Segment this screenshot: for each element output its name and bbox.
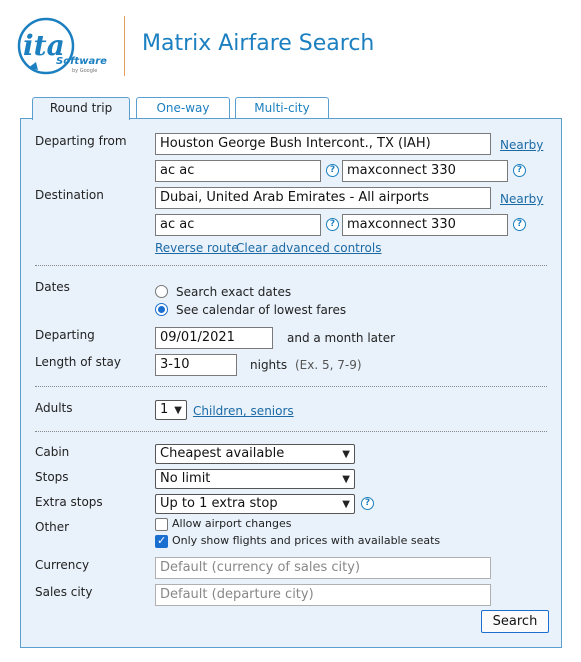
extra-stops-help-icon[interactable]: ? xyxy=(361,497,374,510)
available-seats-checkbox[interactable] xyxy=(155,535,168,548)
allow-airport-changes-label: Allow airport changes xyxy=(172,517,292,530)
extension-help-icon[interactable]: ? xyxy=(513,218,526,231)
stay-example-hint: (Ex. 5, 7-9) xyxy=(295,358,362,372)
search-button[interactable]: Search xyxy=(481,610,549,633)
length-of-stay-input[interactable]: 3-10 xyxy=(155,354,237,376)
routing-help-icon[interactable]: ? xyxy=(326,164,339,177)
extension-help-icon[interactable]: ? xyxy=(513,164,526,177)
destination-extension-codes-input[interactable]: maxconnect 330 xyxy=(342,214,508,236)
stops-selected-value: No limit xyxy=(160,471,211,486)
svg-text:ita: ita xyxy=(23,29,65,62)
departing-extension-codes-input[interactable]: maxconnect 330 xyxy=(342,160,508,182)
section-divider xyxy=(35,386,547,387)
currency-input[interactable]: Default (currency of sales city) xyxy=(155,557,491,579)
destination-input[interactable]: Dubai, United Arab Emirates - All airports xyxy=(155,187,491,209)
departing-date-suffix: and a month later xyxy=(287,331,396,345)
ita-software-logo xyxy=(16,12,108,78)
clear-advanced-controls-link[interactable]: Clear advanced controls xyxy=(236,241,382,255)
svg-text:by Google: by Google xyxy=(72,68,98,74)
stops-label: Stops xyxy=(35,470,69,484)
tab-one-way[interactable]: One-way xyxy=(136,97,230,119)
search-exact-dates-label: Search exact dates xyxy=(176,285,292,299)
chevron-down-icon: ▼ xyxy=(342,474,350,485)
adults-label: Adults xyxy=(35,401,73,415)
nearby-destination-link[interactable]: Nearby xyxy=(500,192,544,206)
chevron-down-icon: ▼ xyxy=(342,499,350,510)
departing-routing-codes-input[interactable]: ac ac xyxy=(155,160,321,182)
currency-label: Currency xyxy=(35,558,90,572)
header-divider xyxy=(124,16,125,76)
extra-stops-label: Extra stops xyxy=(35,495,103,509)
adults-selected-value: 1 xyxy=(160,402,169,417)
calendar-lowest-fares-label: See calendar of lowest fares xyxy=(176,303,347,317)
dates-label: Dates xyxy=(35,280,70,294)
sales-city-input[interactable]: Default (departure city) xyxy=(155,584,491,606)
chevron-down-icon: ▼ xyxy=(174,405,182,416)
other-label: Other xyxy=(35,520,70,534)
nights-label: nights xyxy=(250,358,288,372)
departing-from-label: Departing from xyxy=(35,134,127,148)
departing-date-label: Departing xyxy=(35,328,95,342)
adults-select[interactable] xyxy=(155,400,187,420)
nearby-departing-link[interactable]: Nearby xyxy=(500,138,544,152)
search-form-panel xyxy=(20,118,562,648)
cabin-select[interactable] xyxy=(155,444,355,464)
destination-routing-codes-input[interactable]: ac ac xyxy=(155,214,321,236)
available-seats-label: Only show flights and prices with available seats xyxy=(172,534,441,547)
search-exact-dates-radio[interactable] xyxy=(155,285,168,298)
page-title: Matrix Airfare Search xyxy=(142,31,375,56)
sales-city-label: Sales city xyxy=(35,585,93,599)
tab-multi-city[interactable]: Multi-city xyxy=(235,97,329,119)
allow-airport-changes-checkbox[interactable] xyxy=(155,518,168,531)
cabin-selected-value: Cheapest available xyxy=(160,446,285,461)
reverse-route-link[interactable]: Reverse route xyxy=(155,241,239,255)
children-seniors-link[interactable]: Children, seniors xyxy=(193,404,294,418)
routing-help-icon[interactable]: ? xyxy=(326,218,339,231)
extra-stops-select[interactable] xyxy=(155,494,355,514)
departing-from-input[interactable]: Houston George Bush Intercont., TX (IAH) xyxy=(155,133,491,155)
chevron-down-icon: ▼ xyxy=(342,449,350,460)
extra-stops-selected-value: Up to 1 extra stop xyxy=(160,496,278,511)
tab-round-trip[interactable]: Round trip xyxy=(32,97,130,120)
svg-text:Software: Software xyxy=(56,56,107,67)
length-of-stay-label: Length of stay xyxy=(35,355,121,369)
section-divider xyxy=(35,431,547,432)
stops-select[interactable] xyxy=(155,469,355,489)
section-divider xyxy=(35,265,547,266)
departing-date-input[interactable]: 09/01/2021 xyxy=(155,327,273,349)
calendar-lowest-fares-radio[interactable] xyxy=(155,303,168,316)
destination-label: Destination xyxy=(35,188,104,202)
cabin-label: Cabin xyxy=(35,445,70,459)
